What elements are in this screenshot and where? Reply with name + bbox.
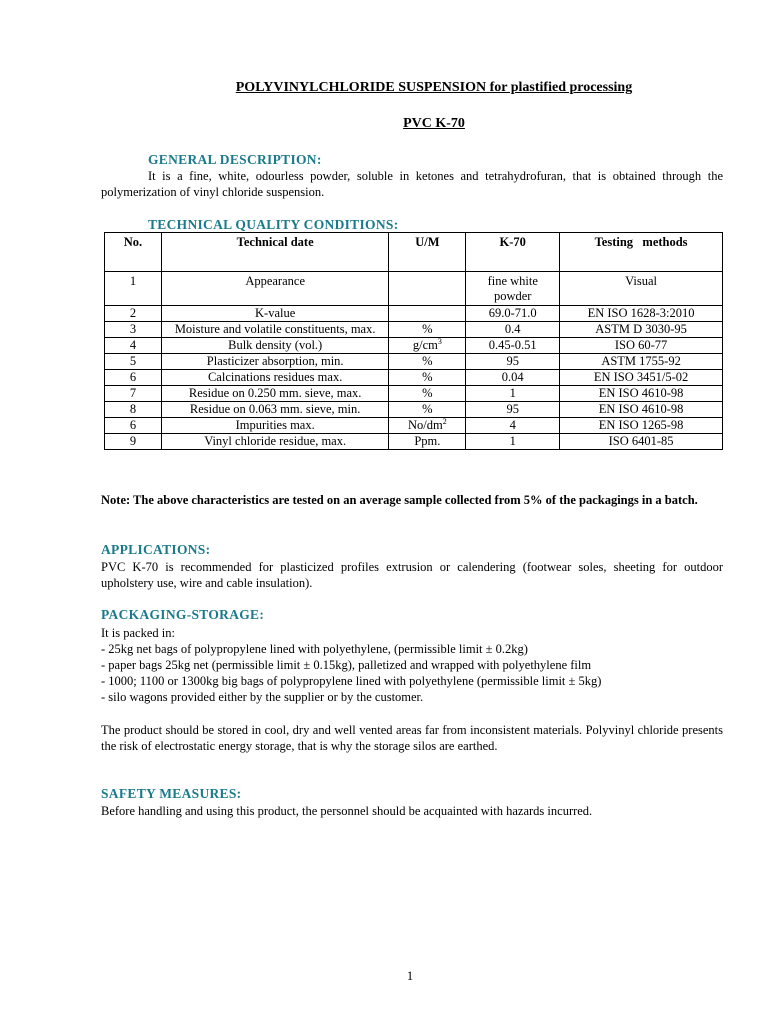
cell-no: 5 [105,354,162,370]
cell-um: % [389,370,466,386]
cell-technical: Moisture and volatile constituents, max. [161,322,389,338]
cell-um: % [389,402,466,418]
table-header-row [105,233,723,272]
table-row [105,418,723,434]
cell-method: ISO 6401-85 [560,434,723,450]
cell-k70: 0.45-0.51 [466,338,560,354]
cell-method: EN ISO 1628-3:2010 [560,306,723,322]
cell-k70: 0.04 [466,370,560,386]
cell-no: 1 [105,272,162,306]
cell-k70: 95 [466,402,560,418]
cell-um [389,418,466,434]
cell-k70: 69.0-71.0 [466,306,560,322]
cell-technical: Residue on 0.063 mm. sieve, min. [161,402,389,418]
unit-text: No/dm [408,418,443,432]
general-description-heading: GENERAL DESCRIPTION: [148,152,322,167]
applications-heading: APPLICATIONS: [101,542,211,557]
packaging-storage-heading: PACKAGING-STORAGE: [101,607,265,622]
cell-k70: fine white powder [466,272,560,306]
safety-measures-heading: SAFETY MEASURES: [101,786,242,801]
table-row [105,354,723,370]
cell-um [389,272,466,306]
note-text: Note: The above characteristics are tested on an average sample collected from 5% of the packagings in a batch. [101,493,698,507]
cell-k70: 4 [466,418,560,434]
table-row [105,434,723,450]
cell-method: EN ISO 1265-98 [560,418,723,434]
cell-no: 6 [105,370,162,386]
applications-text: PVC K-70 is recommended for plasticized profiles extrusion or calendering (footwear soles, sheeting for outdoor upholstery use, wire and cable insulation). [101,560,723,590]
cell-no: 3 [105,322,162,338]
header-testing-methods: Testing methods [560,233,723,272]
cell-no: 6 [105,418,162,434]
cell-um [389,306,466,322]
cell-no: 9 [105,434,162,450]
unit-superscript: 2 [442,416,447,426]
cell-technical: Bulk density (vol.) [161,338,389,354]
cell-method: ISO 60-77 [560,338,723,354]
header-technical-date: Technical date [161,233,389,272]
cell-technical: Appearance [161,272,389,306]
cell-no: 4 [105,338,162,354]
list-item: - paper bags 25kg net (permissible limit ± 0.15kg), palletized and wrapped with polyethylene film [101,658,592,672]
cell-k70: 1 [466,386,560,402]
table-row [105,338,723,354]
cell-technical: Impurities max. [161,418,389,434]
table-row [105,272,723,306]
cell-technical: Vinyl chloride residue, max. [161,434,389,450]
title-suffix: for plastified processing [486,80,633,95]
page-number: 1 [406,969,414,983]
product-name: PVC K-70 [403,116,465,131]
list-item: It is packed in: [101,626,175,640]
cell-method: Visual [560,272,723,306]
storage-text: The product should be stored in cool, dry and well vented areas far from inconsistent materials. Polyvinyl chloride presents the risk of electrostatic energy storage, that is why the storage silos are earthed. [101,723,723,753]
cell-no: 2 [105,306,162,322]
cell-method: EN ISO 4610-98 [560,402,723,418]
general-description-text: It is a fine, white, odourless powder, soluble in ketones and tetrahydrofuran, that is obtained through the polymerization of vinyl chloride suspension. [101,169,723,199]
cell-method: EN ISO 3451/5-02 [560,370,723,386]
list-item: - 1000; 1100 or 1300kg big bags of polypropylene lined with polyethylene (permissible limit ± 5kg) [101,674,602,688]
table-row [105,402,723,418]
title-main: POLYVINYLCHLORIDE SUSPENSION [235,80,487,95]
table-row [105,306,723,322]
cell-um: % [389,322,466,338]
list-item: - 25kg net bags of polypropylene lined with polyethylene, (permissible limit ± 0.2kg) [101,642,528,656]
cell-method: ASTM 1755-92 [560,354,723,370]
header-um: U/M [389,233,466,272]
cell-method: ASTM D 3030-95 [560,322,723,338]
technical-quality-table [104,232,723,450]
table-row [105,386,723,402]
safety-measures-text: Before handling and using this product, the personnel should be acquainted with hazards incurred. [101,804,593,818]
unit-text: g/cm [412,338,438,352]
table-row [105,370,723,386]
cell-method: EN ISO 4610-98 [560,386,723,402]
cell-um [389,338,466,354]
header-k70: K-70 [466,233,560,272]
cell-um: % [389,386,466,402]
header-no: No. [105,233,162,272]
cell-technical: Plasticizer absorption, min. [161,354,389,370]
technical-conditions-heading: TECHNICAL QUALITY CONDITIONS: [148,217,399,232]
cell-k70: 95 [466,354,560,370]
table-row [105,322,723,338]
cell-k70: 0.4 [466,322,560,338]
unit-superscript: 3 [437,336,442,346]
document-title [0,80,768,96]
cell-technical: K-value [161,306,389,322]
cell-no: 8 [105,402,162,418]
list-item: - silo wagons provided either by the supplier or by the customer. [101,690,424,704]
cell-technical: Residue on 0.250 mm. sieve, max. [161,386,389,402]
cell-no: 7 [105,386,162,402]
cell-k70: 1 [466,434,560,450]
cell-um: % [389,354,466,370]
cell-technical: Calcinations residues max. [161,370,389,386]
cell-um: Ppm. [389,434,466,450]
packaging-list [101,625,741,705]
